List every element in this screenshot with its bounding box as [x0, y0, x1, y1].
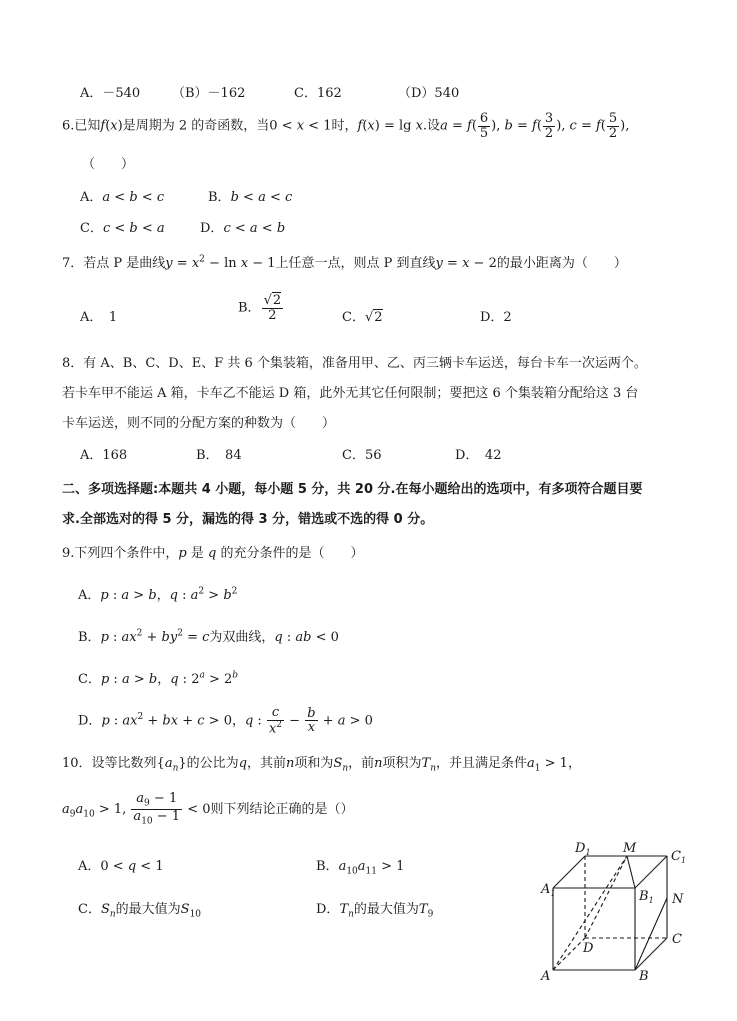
- q5-option-b: （B）－162: [172, 86, 246, 101]
- q6-option-d: D．c < a < b: [200, 221, 286, 236]
- q6-option-b: B．b < a < c: [208, 190, 293, 205]
- q7-option-a: A． 1: [80, 310, 118, 325]
- q8-stem-line1: 8．有 A、B、C、D、E、F 共 6 个集装箱，准备用甲、乙、丙三辆卡车运送，每台卡车一次运两个。: [62, 356, 647, 371]
- q9-option-b: B．p : $ax^2 + by^2 = c$为双曲线，q : ab < 0: [78, 628, 339, 645]
- q5-option-c: C．162: [294, 86, 342, 101]
- q5-option-d: （D）540: [398, 86, 460, 101]
- q10-option-a: A．0 < q < 1: [78, 859, 164, 874]
- q6-option-a: A．a < b < c: [80, 190, 165, 205]
- q5-option-a: A．－540: [80, 86, 141, 101]
- segment-dm-hidden: [585, 856, 627, 938]
- cube-edge-a1d1: [553, 856, 585, 888]
- cube-figure: [535, 838, 725, 1018]
- label-a1: $A_1$: [541, 882, 556, 898]
- q10-stem-line1: 10．设等比数列$\{a_n\}$的公比为q，其前n项和为$S_n$，前n项积为$T_n$，并且满足条件$a_1 > 1$，: [62, 756, 581, 774]
- label-b1: $B_1$: [639, 889, 654, 905]
- segment-bn: [635, 898, 667, 970]
- q8-option-a: A．168: [80, 448, 128, 463]
- label-b: B: [639, 969, 649, 984]
- q8-option-d: D． 42: [455, 448, 502, 463]
- q7-option-b: B． $\frac{√2}{2}$: [238, 293, 282, 323]
- q10-option-b: B．$a_{10}a_{11} > 1$: [316, 859, 405, 877]
- label-n: N: [672, 892, 684, 907]
- label-d1: $D_1$: [575, 841, 591, 857]
- q8-option-c: C．56: [342, 448, 382, 463]
- q6-option-c: C．c < b < a: [80, 221, 165, 236]
- section-heading-line2: 求.全部选对的得 5 分，漏选的得 3 分，错选或不选的得 0 分。: [62, 512, 434, 527]
- label-m: M: [623, 841, 637, 856]
- label-c: C: [672, 932, 682, 947]
- q7-stem: 7．若点 P 是曲线$y = x^2 - \ln x - 1$上任意一点，则点 P 到直线y = x − 2的最小距离为（ ）: [62, 254, 627, 271]
- label-a: A: [541, 969, 551, 984]
- q10-option-d: D．$T_n$的最大值为$T_9$: [316, 902, 434, 920]
- q9-stem: 9.下列四个条件中，p 是 q 的充分条件的是（ ）: [62, 546, 364, 561]
- q10-stem-line2: $a_9a_{10} > 1$, $\frac{a_9 - 1}{a_{10} - 1}$ < 0则下列结论正确的是（）: [62, 791, 354, 827]
- segment-mb1: [627, 856, 635, 888]
- q6-answer-blank: （ ）: [82, 157, 135, 172]
- q8-option-b: B． 84: [196, 448, 242, 463]
- label-c1: $C_1$: [671, 849, 687, 865]
- q6-stem: 6.已知f(x)是周期为 2 的奇函数，当0 < x < 1时，f(x) = lg x.设a = f( $\frac{6}{5}$ ), b = f( $\frac{3}{2}$ ), c = f( $\frac{5}{2}$ ),: [62, 111, 630, 141]
- q9-option-c: C．p : a > b，q : $2^a > 2^b$: [78, 670, 239, 687]
- q8-stem-line3: 卡车运送，则不同的分配方案的种数为（ ）: [62, 416, 336, 431]
- q10-option-c: C．$S_n$的最大值为$S_{10}$: [78, 902, 202, 920]
- cube-edge-b1c1: [635, 856, 667, 888]
- section-heading-line1: 二、多项选择题:本题共 4 小题，每小题 5 分，共 20 分.在每小题给出的选项中，有多项符合题目要: [62, 482, 643, 497]
- q9-option-a: A．p : a > b，q : $a^2 > b^2$: [78, 586, 238, 603]
- q8-stem-line2: 若卡车甲不能运 A 箱，卡车乙不能运 D 箱，此外无其它任何限制；要把这 6 个集装箱分配给这 3 台: [62, 386, 639, 401]
- label-d: D: [583, 941, 594, 956]
- cube-edge-bc: [635, 938, 667, 970]
- cube-edge-ad-hidden: [553, 938, 585, 970]
- q7-option-d: D．2: [480, 310, 512, 325]
- q7-option-c: C．√2: [342, 310, 383, 325]
- q9-option-d: D．p : $ax^2$ + bx + c > 0，q : $\frac{c}{x^2}$ − $\frac{b}{x}$ + a > 0: [78, 705, 373, 736]
